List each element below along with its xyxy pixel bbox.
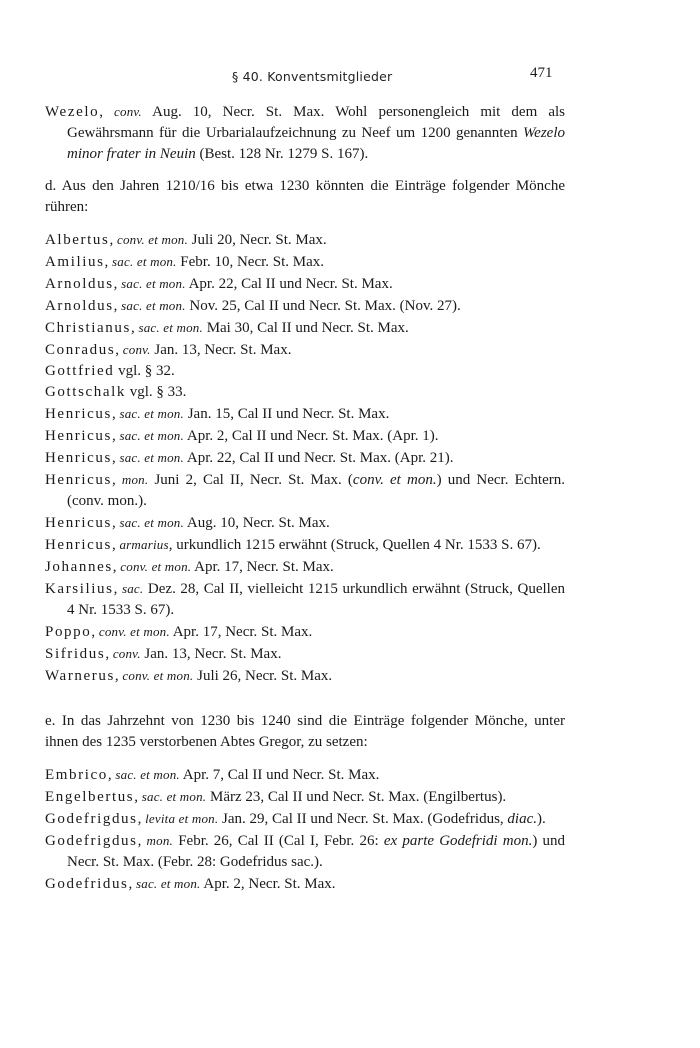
monk-name: Embrico [45, 767, 108, 783]
entry-text: Apr. 17, Necr. St. Max. [191, 559, 334, 575]
entry-role: sac. et mon. [119, 450, 184, 465]
entry-separator: , [114, 668, 123, 684]
entry-text: Apr. 2, Cal II und Necr. St. Max. (Apr. 1). [183, 428, 439, 444]
entry-text: Apr. 7, Cal II und Necr. St. Max. [179, 767, 380, 783]
monk-entry [45, 295, 565, 317]
monk-name: Amilius [45, 254, 105, 270]
monk-entry [45, 361, 565, 382]
entry-separator: , [113, 276, 122, 292]
entry-text: Juli 20, Necr. St. Max. [187, 232, 327, 248]
monk-entry [45, 808, 565, 830]
entry-separator: , [104, 254, 113, 270]
entry-role: conv. [122, 342, 151, 357]
entry-separator: , [113, 298, 122, 314]
entry-text-continued: ) und Necr. St. Max. (Febr. 28: Godefridus sac.). [67, 833, 566, 870]
monk-name: Henricus [45, 428, 112, 444]
monk-name: Sifridus [45, 646, 106, 662]
entry-text: vgl. § 33. [129, 384, 187, 400]
entry-separator: , [112, 559, 121, 575]
entry-role: mon. [121, 472, 149, 487]
monk-name: Conradus [45, 342, 116, 358]
monk-name: Godefridus [45, 876, 129, 892]
monk-entry [45, 786, 565, 808]
entry-italic-text: diac. [507, 811, 537, 827]
entry-role: armarius [119, 537, 169, 552]
entry-role: mon. [146, 833, 173, 848]
monk-entry [45, 578, 565, 621]
monk-entry [45, 469, 565, 512]
entry-role: conv. et mon. [120, 559, 192, 574]
monk-name: Henricus [45, 537, 112, 553]
entry-role: conv. et mon. [98, 624, 170, 639]
entries-section-d [45, 229, 565, 687]
entry-text: Juni 2, Cal II, Necr. St. Max. ( [148, 472, 353, 488]
entry-text: Dez. 28, Cal II, vielleicht 1215 urkundlich erwähnt (Struck, Quellen 4 Nr. 1533 S. 67). [67, 581, 566, 618]
monk-name: Henricus [45, 472, 112, 488]
monk-entry [45, 317, 565, 339]
section-e-intro: e. In das Jahrzehnt von 1230 bis 1240 sind die Einträge folgender Mönche, unter ihnen des 1235 verstorbenen Abtes Gregor, zu setzen: [45, 713, 565, 750]
entry-role: sac. et mon. [119, 515, 184, 530]
entry-separator: , [111, 472, 122, 488]
monk-name: Warnerus [45, 668, 115, 684]
entry-role: sac. et mon. [141, 789, 207, 804]
entry-text: Jan. 29, Cal II und Necr. St. Max. (Godefridus, [218, 811, 508, 827]
monk-entry [45, 764, 565, 786]
entry-role: levita et mon. [145, 811, 219, 826]
entry-italic-text: conv. et mon. [352, 472, 437, 488]
entry-role: sac. et mon. [119, 406, 184, 421]
entry-separator: , [111, 450, 120, 466]
monk-entry [45, 229, 565, 251]
entry-text: Mai 30, Cal II und Necr. St. Max. [202, 320, 409, 336]
monk-entry [45, 101, 565, 165]
entry-italic-text: ex parte Godefridi mon. [383, 833, 533, 849]
entry-text: Jan. 13, Necr. St. Max. [150, 342, 292, 358]
monk-entry [45, 339, 565, 361]
monk-entry [45, 447, 565, 469]
entry-text: Jan. 15, Cal II und Necr. St. Max. [183, 406, 390, 422]
entry-separator: , [137, 833, 147, 849]
entry-role: sac. et mon. [138, 320, 203, 335]
entry-separator: , [91, 624, 99, 640]
entry-separator: , [115, 342, 123, 358]
entry-text: Jan. 13, Necr. St. Max. [140, 646, 282, 662]
section-d-intro: d. Aus den Jahren 1210/16 bis etwa 1230 könnten die Einträge folgender Mönche rühren: [45, 178, 565, 215]
entry-role: sac. et mon. [121, 298, 186, 313]
monk-entry [45, 382, 565, 403]
monk-name: Johannes [45, 559, 113, 575]
monk-entry [45, 643, 565, 665]
entry-separator: , [111, 406, 120, 422]
entry-text: Apr. 17, Necr. St. Max. [169, 624, 313, 640]
body-text [45, 101, 565, 895]
entry-separator: , [134, 789, 142, 805]
monk-name: Poppo [45, 624, 92, 640]
entry-text: vgl. § 32. [118, 363, 175, 379]
entry-text-continued: ) und Necr. Echtern. (conv. mon.). [67, 472, 566, 509]
entry-role: conv. [112, 646, 141, 661]
entry-separator: , [111, 428, 120, 444]
entry-text: Apr. 2, Necr. St. Max. [200, 876, 336, 892]
entries-top [45, 101, 565, 165]
monk-entry [45, 425, 565, 447]
entry-separator: , [128, 876, 136, 892]
monk-name: Arnoldus [45, 276, 114, 292]
entry-text: Apr. 22, Cal II und Necr. St. Max. [185, 276, 393, 292]
monk-entry [45, 534, 565, 556]
entry-role: sac. [121, 581, 144, 596]
monk-name: Arnoldus [45, 298, 114, 314]
entry-separator: , [99, 104, 115, 120]
monk-name: Albertus [45, 232, 110, 248]
entry-separator: , [111, 515, 120, 531]
entry-text: März 23, Cal II und Necr. St. Max. (Engilbertus). [206, 789, 507, 805]
entry-separator: , [107, 767, 116, 783]
entry-role: conv. [114, 104, 142, 119]
entry-italic-text: Wezelo minor frater in Neuin [67, 125, 565, 162]
page-number: 471 [530, 65, 553, 81]
entry-text: Juli 26, Necr. St. Max. [193, 668, 333, 684]
monk-entry [45, 251, 565, 273]
monk-entry [45, 403, 565, 425]
entry-role: sac. et mon. [121, 276, 186, 291]
entry-role: sac. et mon. [119, 428, 184, 443]
monk-name: Godefrigdus [45, 811, 138, 827]
entry-text-continued: (Best. 128 Nr. 1279 S. 167). [195, 146, 369, 162]
entry-text: Nov. 25, Cal II und Necr. St. Max. (Nov. 27). [185, 298, 461, 314]
entry-role: conv. et mon. [122, 668, 194, 683]
monk-name: Engelbertus [45, 789, 135, 805]
entry-role: sac. et mon. [112, 254, 177, 269]
entry-text: , urkundlich 1215 erwähnt (Struck, Quellen 4 Nr. 1533 S. 67). [168, 537, 541, 553]
running-header-title: § 40. Konventsmitglieder [232, 69, 393, 84]
entry-separator: , [130, 320, 139, 336]
monk-name: Karsilius [45, 581, 114, 597]
entry-text: Febr. 26, Cal II (Cal I, Febr. 26: [173, 833, 384, 849]
monk-name: Godefrigdus [45, 833, 138, 849]
monk-name: Wezelo [45, 104, 100, 120]
monk-name: Henricus [45, 515, 112, 531]
monk-name: Gottfried [45, 363, 115, 379]
entry-separator: , [105, 646, 113, 662]
entry-text: Febr. 10, Necr. St. Max. [176, 254, 325, 270]
entry-text: Aug. 10, Necr. St. Max. [183, 515, 330, 531]
entry-separator: , [113, 581, 122, 597]
monk-name: Henricus [45, 450, 112, 466]
monk-entry [45, 665, 565, 687]
monk-entry [45, 873, 565, 895]
entry-separator: , [111, 537, 120, 553]
entry-role: sac. et mon. [115, 767, 180, 782]
entries-section-e [45, 764, 565, 895]
entry-role: conv. et mon. [116, 232, 188, 247]
monk-entry [45, 621, 565, 643]
monk-entry [45, 830, 565, 873]
entry-text: Aug. 10, Necr. St. Max. Wohl personengleich mit dem als Gewährsmann für die Urbarialaufzeichnung zu Neef um 1200 genannten [67, 104, 566, 141]
monk-entry [45, 512, 565, 534]
monk-entry [45, 273, 565, 295]
entry-text: Apr. 22, Cal II und Necr. St. Max. (Apr. 21). [183, 450, 454, 466]
entry-text-continued: ). [537, 811, 546, 827]
monk-name: Gottschalk [45, 384, 126, 400]
entry-separator: , [137, 811, 146, 827]
monk-name: Christianus [45, 320, 131, 336]
monk-name: Henricus [45, 406, 112, 422]
monk-entry [45, 556, 565, 578]
entry-role: sac. et mon. [136, 876, 201, 891]
entry-separator: , [109, 232, 117, 248]
